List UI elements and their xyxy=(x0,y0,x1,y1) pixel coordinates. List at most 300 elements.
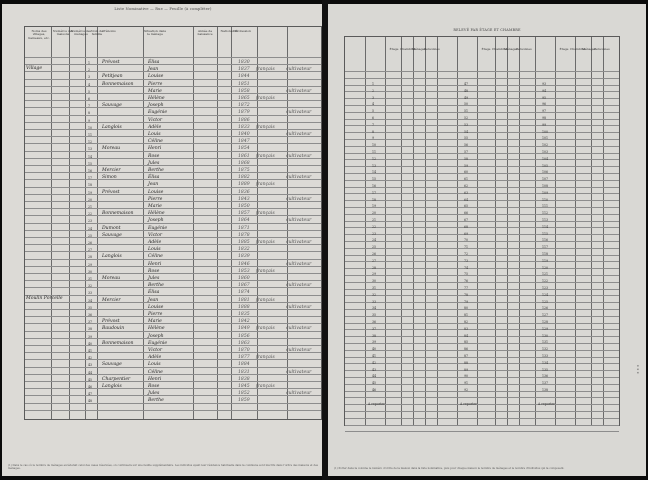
nationality-entry: français xyxy=(256,96,275,101)
profession-entry: cultivateur xyxy=(286,110,312,116)
surname-entry: Dumont xyxy=(102,225,121,231)
birth-year-entry: 1839 xyxy=(238,254,250,260)
summary-row-number: 99 xyxy=(542,122,547,127)
summary-row-number: 113 xyxy=(542,218,549,222)
summary-row-number: 136 xyxy=(542,374,549,379)
summary-row-number: 126 xyxy=(542,306,549,311)
table-row-line xyxy=(25,223,321,224)
birth-year-entry: 1874 xyxy=(238,290,250,296)
summary-column-header: Personnes xyxy=(594,47,610,51)
summary-row-number: 45 xyxy=(372,381,377,386)
summary-row-number: 93 xyxy=(542,82,547,86)
birth-year-entry: 1840 xyxy=(238,132,250,137)
profession-entry: cultivateur xyxy=(286,283,312,289)
table-row-line xyxy=(25,208,321,209)
table-row-line xyxy=(25,143,321,144)
given-name-entry: Élisa xyxy=(148,175,160,181)
profession-entry: cultivateur xyxy=(286,391,312,397)
birth-year-entry: 1885 xyxy=(238,240,250,245)
surname-entry: Prévost xyxy=(102,60,120,65)
birth-year-entry: 1847 xyxy=(238,139,250,145)
surname-entry: Simon xyxy=(102,175,117,181)
summary-row-number: 82 xyxy=(464,320,469,324)
nationality-entry: français xyxy=(256,384,275,389)
birth-year-entry: 1845 xyxy=(238,384,250,389)
birth-year-entry: 1865 xyxy=(238,96,250,101)
profession-entry: cultivateur xyxy=(286,261,312,267)
given-name-entry: Élisa xyxy=(148,60,160,65)
summary-row-number: 128 xyxy=(542,320,549,324)
summary-row-line xyxy=(345,180,619,181)
table-row-line xyxy=(25,172,321,173)
given-name-entry: Joseph xyxy=(148,103,164,109)
birth-year-entry: 1831 xyxy=(238,369,250,375)
summary-row-number: 65 xyxy=(464,204,469,209)
place-label: Moulin Porcelle xyxy=(26,296,63,301)
summary-row-number: 63 xyxy=(464,190,469,195)
summary-row-number: 98 xyxy=(542,116,547,120)
given-name-entry: Rose xyxy=(148,268,160,274)
summary-row-number: 66 xyxy=(464,211,469,216)
nationality-entry: français xyxy=(256,355,275,361)
summary-row-number: 97 xyxy=(542,109,547,114)
birth-year-entry: 1838 xyxy=(238,376,250,382)
summary-row-number: 88 xyxy=(464,360,469,365)
summary-row-number: 77 xyxy=(464,286,469,290)
given-name-entry: Berthe xyxy=(148,283,164,289)
summary-row-number: 32 xyxy=(372,292,377,297)
summary-row-line xyxy=(345,248,619,249)
surname-entry: Baudouin xyxy=(102,326,125,332)
table-row-line xyxy=(25,179,321,180)
summary-row-number: 9 xyxy=(372,136,375,141)
summary-row-number: 60 xyxy=(464,170,469,175)
table-row-line xyxy=(25,316,321,317)
summary-column-header: Étage xyxy=(481,47,491,51)
summary-row-number: 3 xyxy=(372,95,375,100)
table-row-line xyxy=(25,331,321,332)
given-name-entry: Marie xyxy=(148,204,162,209)
summary-row-number: 101 xyxy=(542,136,549,141)
surname-entry: Langlois xyxy=(102,384,122,389)
row-number: 24 xyxy=(88,226,93,231)
profession-entry: cultivateur xyxy=(286,67,312,73)
row-number: 37 xyxy=(88,320,93,325)
birth-year-entry: 1888 xyxy=(238,304,250,310)
given-name-entry: Eugénie xyxy=(148,340,168,346)
summary-row-number: 44 xyxy=(372,374,377,379)
summary-row-number: 31 xyxy=(372,286,377,290)
row-number: 27 xyxy=(88,248,93,253)
row-number: 44 xyxy=(88,370,93,375)
row-number: 40 xyxy=(88,341,93,346)
table-row-line xyxy=(25,287,321,288)
given-name-entry: Jules xyxy=(148,160,160,166)
summary-column-header: Chambres xyxy=(570,47,586,51)
table-row-line xyxy=(25,302,321,303)
birth-year-entry: 1872 xyxy=(238,103,250,109)
table-row-line xyxy=(25,151,321,152)
summary-row-number: 70 xyxy=(464,238,469,243)
summary-row-number: 119 xyxy=(542,258,549,263)
summary-row-number: 111 xyxy=(542,204,549,209)
profession-entry: cultivateur xyxy=(286,132,312,137)
column-header: Nom de famille xyxy=(91,29,103,37)
summary-row-line xyxy=(345,425,619,426)
birth-year-entry: 1854 xyxy=(238,146,250,152)
given-name-entry: Hélène xyxy=(148,326,165,332)
table-row-line xyxy=(25,359,321,360)
given-name-entry: Louise xyxy=(148,304,164,310)
row-number: 10 xyxy=(88,125,93,130)
summary-row-number: 57 xyxy=(464,150,469,154)
summary-row-number: 109 xyxy=(542,190,549,195)
row-number: 47 xyxy=(88,392,93,397)
given-name-entry: Louis xyxy=(148,362,161,368)
given-name-entry: Eugénie xyxy=(148,225,168,231)
birth-year-entry: 1832 xyxy=(238,247,250,253)
summary-row-number: 79 xyxy=(464,299,469,304)
profession-entry: cultivateur xyxy=(286,304,312,310)
table-row-line xyxy=(25,115,321,116)
summary-row-number: 7 xyxy=(372,122,375,127)
nationality-entry: français xyxy=(256,268,275,274)
summary-row-line xyxy=(345,221,619,222)
given-name-entry: Jules xyxy=(148,391,160,397)
table-row-line xyxy=(25,230,321,231)
surname-entry: Sauvage xyxy=(102,232,122,238)
given-name-entry: Hélène xyxy=(148,211,165,217)
given-name-entry: Adèle xyxy=(148,124,162,130)
row-number: 4 xyxy=(88,82,91,87)
summary-row-line xyxy=(345,357,619,358)
summary-row-number: 35 xyxy=(372,313,377,318)
table-row-line xyxy=(25,266,321,267)
row-number: 34 xyxy=(88,298,93,303)
profession-entry: cultivateur xyxy=(286,175,312,181)
table-row-line xyxy=(25,338,321,339)
profession-entry: cultivateur xyxy=(286,348,312,353)
summary-row-number: 91 xyxy=(464,381,469,386)
place-label: Village xyxy=(26,66,43,71)
row-number: 35 xyxy=(88,305,93,310)
table-row-line xyxy=(25,395,321,396)
summary-row-line xyxy=(345,95,619,100)
birth-year-entry: 1864 xyxy=(238,218,250,224)
given-name-entry: Jean xyxy=(148,182,159,188)
summary-row-number: 28 xyxy=(372,265,377,270)
row-number: 18 xyxy=(88,183,93,188)
summary-row-number: 132 xyxy=(542,347,549,352)
summary-row-number: 52 xyxy=(464,116,469,120)
given-name-entry: Victor xyxy=(148,232,163,238)
summary-row-number: 25 xyxy=(372,245,377,250)
summary-row-line xyxy=(345,289,619,290)
given-name-entry: Joseph xyxy=(148,218,164,224)
summary-row-number: 17 xyxy=(372,190,377,195)
summary-row-line xyxy=(345,418,619,419)
summary-row-number: 59 xyxy=(464,163,469,168)
row-number: 5 xyxy=(88,89,91,94)
column-header: Nationalité xyxy=(220,29,238,33)
summary-row-number: 105 xyxy=(542,163,549,168)
table-row-line xyxy=(25,345,321,346)
given-name-entry: Jean xyxy=(148,297,159,303)
birth-year-entry: 1861 xyxy=(238,153,250,159)
profession-entry: cultivateur xyxy=(286,196,312,202)
birth-year-entry: 1835 xyxy=(238,312,250,317)
row-number: 43 xyxy=(88,363,93,368)
birth-year-entry: 1844 xyxy=(238,74,250,80)
birth-year-entry: 1851 xyxy=(238,81,250,87)
birth-year-entry: 1857 xyxy=(238,211,250,217)
given-name-entry: Adèle xyxy=(148,355,162,361)
summary-row-line xyxy=(345,431,619,432)
table-row-line xyxy=(25,107,321,108)
table-row-line xyxy=(25,280,321,281)
summary-row-number: 71 xyxy=(464,245,469,250)
row-number: 33 xyxy=(88,291,93,296)
summary-row-number: 64 xyxy=(464,197,469,202)
given-name-entry: Berthe xyxy=(148,398,164,404)
birth-year-entry: 1830 xyxy=(238,60,250,65)
birth-year-entry: 1859 xyxy=(238,398,250,404)
summary-row-number: 13 xyxy=(372,163,377,168)
summary-row-number: 8 xyxy=(372,129,375,134)
birth-year-entry: 1882 xyxy=(238,175,250,181)
summary-row-number: 73 xyxy=(464,258,469,263)
given-name-entry: Adèle xyxy=(148,240,162,245)
row-number: 14 xyxy=(88,154,93,159)
row-number: 12 xyxy=(88,140,93,145)
birth-year-entry: 1836 xyxy=(238,189,250,195)
carry-forward-label: A reporter xyxy=(460,402,477,406)
summary-row-number: 51 xyxy=(464,109,469,114)
table-row-line xyxy=(25,374,321,375)
summary-row-line xyxy=(345,105,619,106)
profession-entry: cultivateur xyxy=(286,153,312,159)
table-row-line xyxy=(25,367,321,368)
summary-row-number: 46 xyxy=(372,388,377,392)
summary-row-number: 19 xyxy=(372,204,377,209)
summary-row-line xyxy=(345,255,619,256)
surname-entry: Sauvage xyxy=(102,362,122,368)
surname-entry: Langlois xyxy=(102,254,122,260)
summary-row-number: 20 xyxy=(372,211,377,216)
given-name-entry: Pierre xyxy=(148,81,163,87)
given-name-entry: Henri xyxy=(148,146,162,152)
summary-row-number: 94 xyxy=(542,88,547,93)
summary-row-number: 74 xyxy=(464,265,469,270)
summary-row-number: 90 xyxy=(464,374,469,379)
column-header: Numéros des maisons xyxy=(52,29,74,37)
table-row-line xyxy=(25,273,321,274)
summary-row-number: 21 xyxy=(372,218,377,222)
column-header: Noms des villages, hameaux, etc. xyxy=(28,29,50,40)
row-number: 39 xyxy=(88,334,93,339)
summary-row-line xyxy=(345,139,619,140)
given-name-entry: Victor xyxy=(148,348,163,353)
summary-row-number: 50 xyxy=(464,102,469,107)
nationality-entry: français xyxy=(256,124,275,130)
surname-entry: Bonnemaison xyxy=(102,211,134,217)
summary-row-number: 12 xyxy=(372,156,377,161)
table-row-line xyxy=(25,403,321,404)
summary-row-number: 76 xyxy=(464,279,469,284)
margin-stamp: ✶ ✶ ✶ xyxy=(636,364,640,374)
row-number: 45 xyxy=(88,377,93,382)
profession-entry: cultivateur xyxy=(286,326,312,332)
summary-row-line xyxy=(345,187,619,188)
birth-year-entry: 1833 xyxy=(238,124,250,130)
summary-row-number: 68 xyxy=(464,224,469,229)
birth-year-entry: 1843 xyxy=(238,196,250,202)
column-header: Année de naissance xyxy=(197,29,213,37)
summary-row-number: 103 xyxy=(542,150,549,154)
summary-row-line xyxy=(345,275,619,276)
summary-row-number: 86 xyxy=(464,347,469,352)
surname-entry: Mercier xyxy=(102,168,121,173)
table-row-line xyxy=(25,79,321,80)
table-row-line xyxy=(25,244,321,245)
carry-forward-label: A reporter xyxy=(538,402,555,406)
profession-entry: cultivateur xyxy=(286,369,312,375)
summary-row-line xyxy=(345,85,619,86)
summary-row-number: 116 xyxy=(542,238,549,243)
surname-entry: Prévost xyxy=(102,189,120,195)
surname-entry: Langlois xyxy=(102,124,122,130)
summary-row-line xyxy=(345,343,619,344)
birth-year-entry: 1867 xyxy=(238,283,250,289)
summary-row-number: 33 xyxy=(372,299,377,304)
birth-year-entry: 1884 xyxy=(238,362,250,368)
summary-row-number: 36 xyxy=(372,320,377,324)
summary-row-line xyxy=(345,88,619,93)
given-name-entry: Louise xyxy=(148,189,164,195)
given-name-entry: Hélène xyxy=(148,96,165,101)
summary-row-number: 48 xyxy=(464,88,469,93)
birth-year-entry: 1856 xyxy=(238,333,250,339)
row-number: 32 xyxy=(88,284,93,289)
row-number: 2 xyxy=(88,68,91,73)
row-number: 16 xyxy=(88,169,93,173)
summary-row-number: 72 xyxy=(464,252,469,256)
summary-row-number: 114 xyxy=(542,224,549,229)
given-name-entry: Victor xyxy=(148,117,163,123)
summary-row-line xyxy=(345,391,619,392)
birth-year-entry: 1886 xyxy=(238,117,250,123)
summary-row-number: 34 xyxy=(372,306,377,311)
surname-entry: Moreau xyxy=(102,146,121,152)
summary-column-header: Étage xyxy=(389,47,399,51)
summary-row-number: 120 xyxy=(542,265,549,270)
row-number: 9 xyxy=(88,118,91,123)
row-number: 46 xyxy=(88,385,93,389)
table-row-line xyxy=(25,237,321,238)
summary-row-number: 75 xyxy=(464,272,469,277)
table-row-line xyxy=(25,122,321,123)
birth-year-entry: 1868 xyxy=(238,160,250,166)
row-number: 8 xyxy=(88,111,91,116)
summary-row-number: 85 xyxy=(464,340,469,345)
summary-row-number: 96 xyxy=(542,102,547,107)
summary-row-number: 55 xyxy=(464,136,469,141)
summary-column-header: Ménages xyxy=(412,47,426,51)
row-number: 31 xyxy=(88,277,93,281)
nationality-entry: français xyxy=(256,326,275,332)
summary-row-number: 29 xyxy=(372,272,377,277)
row-number: 15 xyxy=(88,161,93,166)
table-row-line xyxy=(25,388,321,389)
row-number: 20 xyxy=(88,197,93,202)
given-name-entry: Louis xyxy=(148,247,161,253)
row-number: 22 xyxy=(88,212,93,217)
summary-row-number: 37 xyxy=(372,326,377,331)
row-number: 6 xyxy=(88,97,91,101)
row-number: 36 xyxy=(88,313,93,317)
surname-entry: Bonnemaison xyxy=(102,81,134,87)
summary-row-number: 15 xyxy=(372,177,377,182)
summary-row-number: 104 xyxy=(542,156,549,161)
row-number: 7 xyxy=(88,104,91,109)
summary-row-line xyxy=(345,153,619,154)
summary-row-number: 135 xyxy=(542,367,549,372)
given-name-entry: Rose xyxy=(148,153,160,159)
summary-row-number: 18 xyxy=(372,197,377,202)
summary-row-number: 84 xyxy=(464,333,469,338)
given-name-entry: Élisa xyxy=(148,290,160,296)
summary-row-number: 54 xyxy=(464,129,469,134)
given-name-entry: Eugénie xyxy=(148,110,168,116)
summary-row-number: 4 xyxy=(372,102,375,107)
summary-row-number: 22 xyxy=(372,224,377,229)
table-row-line xyxy=(25,194,321,195)
summary-row-line xyxy=(345,316,619,317)
summary-row-number: 26 xyxy=(372,252,377,256)
summary-row-number: 14 xyxy=(372,170,377,175)
summary-row-number: 23 xyxy=(372,231,377,236)
summary-row-number: 110 xyxy=(542,197,549,202)
left-page xyxy=(2,4,324,476)
given-name-entry: Céline xyxy=(148,254,163,260)
given-name-entry: Henri xyxy=(148,261,162,267)
given-name-entry: Jean xyxy=(148,67,159,73)
given-name-entry: Berthe xyxy=(148,168,164,173)
summary-row-number: 30 xyxy=(372,279,377,284)
given-name-entry: Joseph xyxy=(148,333,164,339)
summary-row-number: 61 xyxy=(464,177,469,182)
row-number: 41 xyxy=(88,349,93,353)
nationality-entry: français xyxy=(256,240,275,245)
summary-row-number: 47 xyxy=(464,82,469,86)
summary-row-number: 112 xyxy=(542,211,549,216)
summary-column-header: Personnes xyxy=(424,47,440,51)
row-number: 28 xyxy=(88,255,93,260)
row-number: 30 xyxy=(88,269,93,274)
summary-row-number: 89 xyxy=(464,367,469,372)
summary-row-line xyxy=(345,146,619,147)
summary-row-number: 80 xyxy=(464,306,469,311)
summary-column-header: Personnes xyxy=(516,47,532,51)
nationality-entry: français xyxy=(256,211,275,217)
summary-row-line xyxy=(345,309,619,310)
summary-row-line xyxy=(345,404,619,405)
summary-row-number: 123 xyxy=(542,286,549,290)
summary-row-number: 137 xyxy=(542,381,549,386)
table-row-line xyxy=(25,201,321,202)
surname-entry: Mercier xyxy=(102,297,121,303)
summary-row-number: 39 xyxy=(372,340,377,345)
